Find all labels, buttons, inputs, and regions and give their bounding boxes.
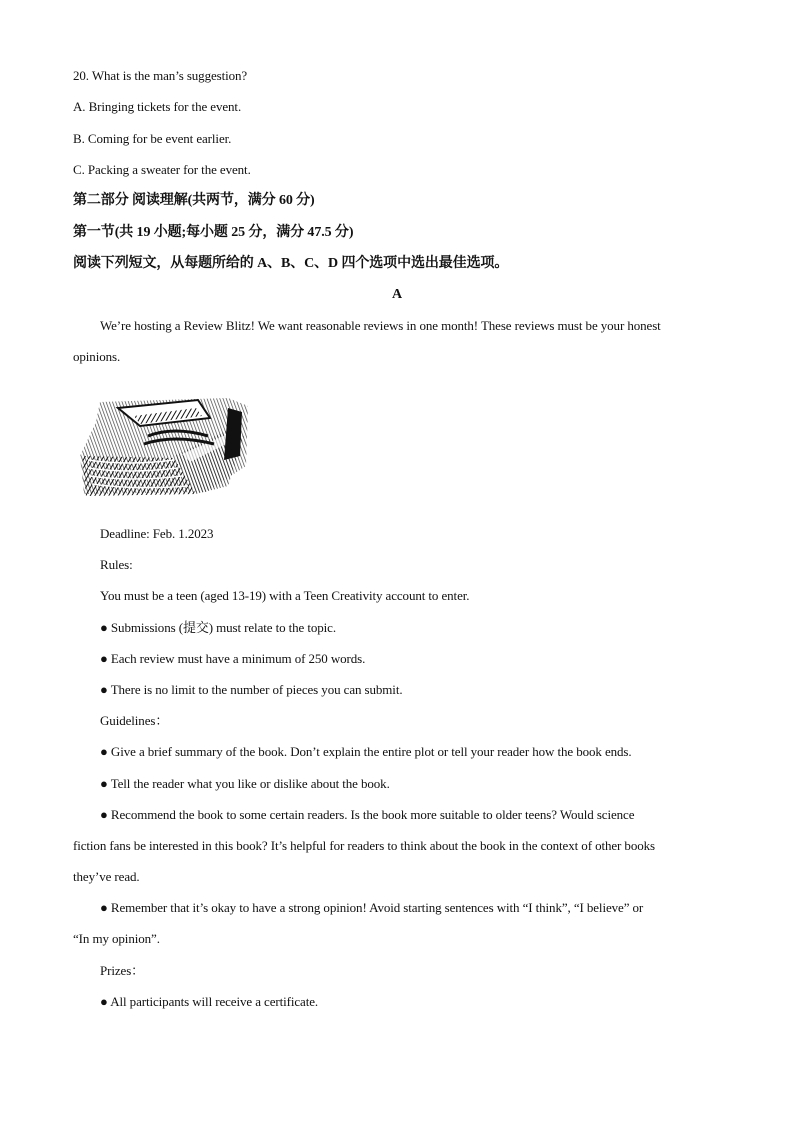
instruction: 阅读下列短文，从每题所给的 A、B、C、D 四个选项中选出最佳选项。 [73,256,509,271]
passage-letter: A [391,287,402,302]
guideline-text: Give a brief summary of the book. Don’t explain the entire plot or tell your reader how the book ends. [110,744,632,759]
bullet-icon: ● [100,807,108,822]
rules-intro: You must be a teen (aged 13-19) with a Teen Creativity account to enter. [100,588,470,603]
guideline-text: Remember that it’s okay to have a strong opinion! Avoid starting sentences with “I think”, “I believe” or [110,900,644,915]
guideline-item [100,744,632,760]
bullet-icon: ● [100,620,108,635]
prize-item [100,994,318,1010]
guideline-continuation: “In my opinion”. [73,931,160,946]
rule-item [100,651,365,667]
guideline-item [100,900,643,916]
prizes-heading: Prizes： [100,963,145,978]
option-b: B. Coming for be event earlier. [73,131,232,146]
bullet-icon: ● [100,651,108,666]
question-stem: 20. What is the man’s suggestion? [73,68,248,83]
rule-text: Each review must have a minimum of 250 words. [110,651,366,666]
guideline-continuation: they’ve read. [73,869,140,884]
part-title: 第二部分 阅读理解(共两节，满分 60 分) [73,193,315,208]
bullet-icon: ● [100,994,108,1009]
intro-line-1: We’re hosting a Review Blitz! We want reasonable reviews in one month! These reviews must be your honest [100,318,661,333]
open-book-illustration [78,396,250,500]
rule-item [100,682,402,698]
guidelines-heading: Guidelines： [100,713,169,728]
option-a: A. Bringing tickets for the event. [73,99,242,114]
option-c: C. Packing a sweater for the event. [73,162,251,177]
bullet-icon: ● [100,776,108,791]
deadline: Deadline: Feb. 1.2023 [100,526,214,541]
rule-item [100,620,336,636]
guideline-item [100,807,634,823]
subsection-title: 第一节(共 19 小题;每小题 25 分，满分 47.5 分) [73,225,354,240]
guideline-item [100,776,390,792]
rule-text: There is no limit to the number of pieces you can submit. [110,682,403,697]
prize-text: All participants will receive a certificate. [110,994,319,1009]
bullet-icon: ● [100,900,108,915]
bullet-icon: ● [100,744,108,759]
rule-text: Submissions (提交) must relate to the topic. [110,620,337,635]
guideline-text: Tell the reader what you like or dislike about the book. [110,776,390,791]
guideline-text: Recommend the book to some certain readers. Is the book more suitable to older teens? Would science [110,807,635,822]
rules-heading: Rules: [100,557,133,572]
intro-line-2: opinions. [73,349,121,364]
guideline-continuation: fiction fans be interested in this book? It’s helpful for readers to think about the book in the context of other books [73,838,655,853]
bullet-icon: ● [100,682,108,697]
